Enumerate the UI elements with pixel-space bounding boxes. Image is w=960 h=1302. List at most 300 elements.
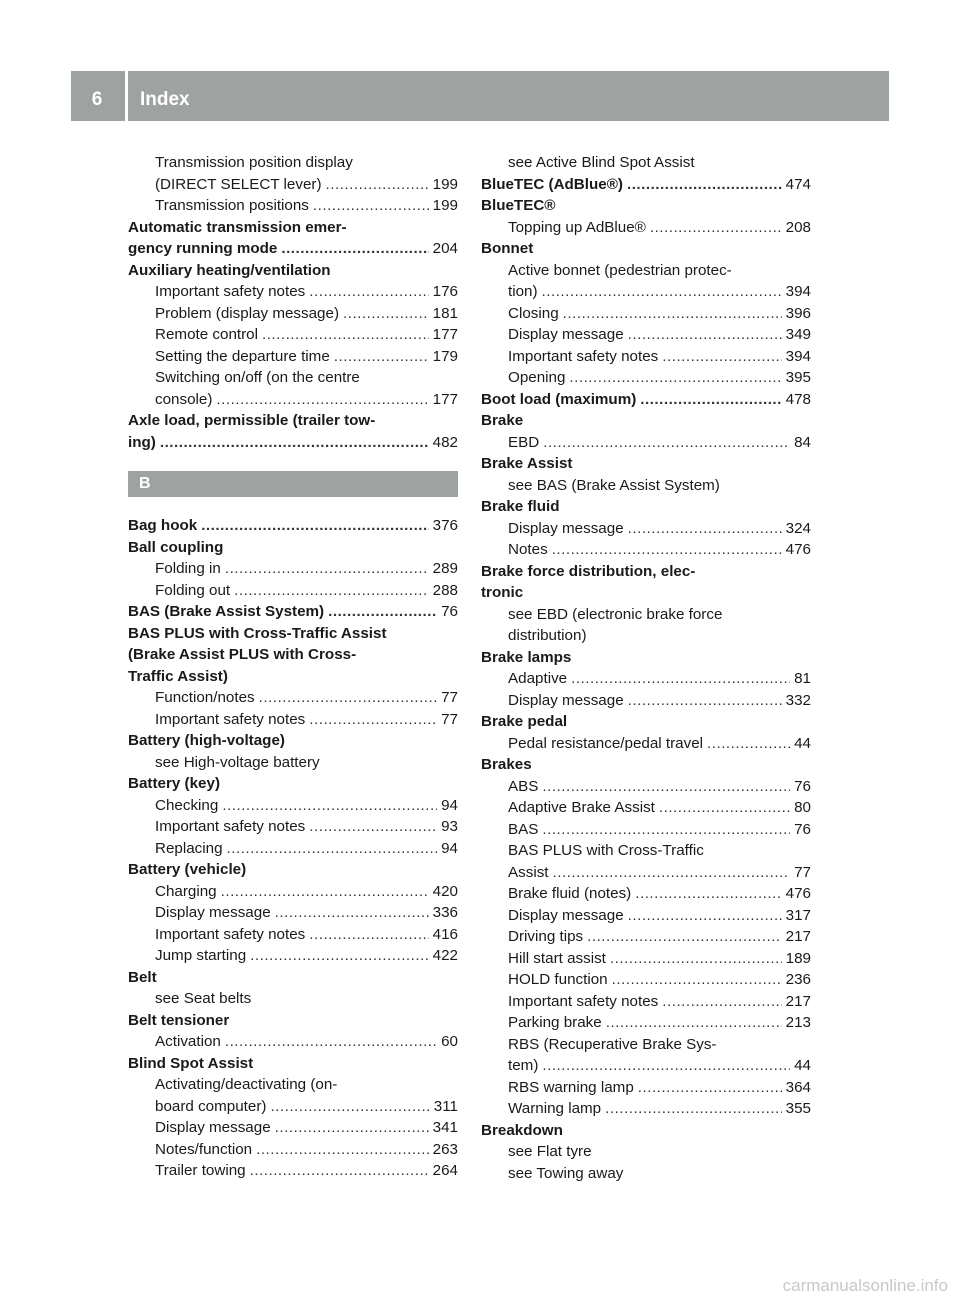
entry-text: Important safety notes bbox=[155, 710, 306, 728]
leader-dots bbox=[610, 948, 782, 970]
page-reference: 217 bbox=[785, 992, 811, 1010]
entry-text: Belt tensioner bbox=[128, 1011, 230, 1029]
page-reference: 76 bbox=[794, 820, 811, 838]
index-subentry bbox=[481, 1098, 811, 1120]
index-subentry bbox=[481, 1012, 811, 1034]
index-subentry bbox=[481, 539, 811, 561]
leader-dots bbox=[216, 389, 428, 411]
index-subentry bbox=[481, 1163, 811, 1185]
entry-text: RBS (Recuperative Brake Sys- bbox=[508, 1035, 717, 1053]
index-subentry bbox=[481, 883, 811, 905]
page-reference: 44 bbox=[794, 1057, 811, 1074]
entry-text: Automatic transmission emer- bbox=[128, 218, 347, 236]
leader-dots bbox=[309, 924, 428, 946]
index-subentry bbox=[128, 945, 458, 967]
index-subentry bbox=[128, 152, 458, 174]
entry-text: tion) bbox=[508, 283, 538, 300]
index-subentry bbox=[128, 752, 458, 774]
index-entry bbox=[128, 1010, 458, 1032]
page-reference: 317 bbox=[785, 906, 811, 924]
index-entry bbox=[128, 730, 458, 752]
entry-text: Setting the departure time bbox=[155, 347, 330, 365]
page-reference: 94 bbox=[441, 839, 458, 857]
entry-text: Trailer towing bbox=[155, 1162, 246, 1179]
entry-text: see BAS (Brake Assist System) bbox=[508, 476, 720, 494]
index-subentry bbox=[481, 152, 811, 174]
entry-text: EBD bbox=[508, 433, 540, 451]
page-reference: 176 bbox=[432, 283, 458, 300]
page-reference: 44 bbox=[794, 734, 811, 752]
leader-dots bbox=[659, 797, 790, 819]
page-header bbox=[71, 71, 889, 121]
page-reference: 60 bbox=[441, 1033, 458, 1050]
page-reference: 376 bbox=[432, 517, 458, 534]
index-subentry bbox=[481, 367, 811, 389]
entry-text: Important safety notes bbox=[155, 925, 306, 943]
index-entry bbox=[481, 238, 811, 260]
leader-dots bbox=[628, 690, 782, 712]
leader-dots bbox=[627, 174, 782, 196]
page-reference: 332 bbox=[785, 691, 811, 709]
index-subentry bbox=[128, 816, 458, 838]
leader-dots bbox=[222, 795, 437, 817]
entry-text: ABS bbox=[508, 777, 539, 795]
page-reference: 420 bbox=[432, 882, 458, 900]
leader-dots bbox=[543, 432, 790, 454]
index-subentry bbox=[481, 1034, 811, 1056]
index-subentry bbox=[481, 776, 811, 798]
entry-text: BAS (Brake Assist System) bbox=[128, 603, 325, 620]
section-letter-heading: B bbox=[128, 471, 458, 497]
leader-dots bbox=[662, 991, 781, 1013]
entry-text: Blind Spot Assist bbox=[128, 1054, 254, 1072]
index-subentry bbox=[128, 924, 458, 946]
page-reference: 289 bbox=[432, 560, 458, 577]
index-subentry bbox=[128, 195, 458, 217]
page-reference: 394 bbox=[785, 283, 811, 300]
leader-dots bbox=[662, 346, 781, 368]
index-entry bbox=[128, 217, 458, 239]
index-entry bbox=[481, 754, 811, 776]
index-entry bbox=[128, 666, 458, 688]
index-entry bbox=[481, 453, 811, 475]
page-reference: 236 bbox=[785, 971, 811, 988]
index-entry bbox=[481, 647, 811, 669]
entry-text: Axle load, permissible (trailer tow- bbox=[128, 412, 376, 429]
index-subentry bbox=[481, 281, 811, 303]
page-reference: 217 bbox=[785, 928, 811, 945]
leader-dots bbox=[569, 367, 781, 389]
index-subentry bbox=[481, 819, 811, 841]
index-subentry bbox=[481, 217, 811, 239]
leader-dots bbox=[553, 862, 791, 884]
entry-text: Switching on/off (on the centre bbox=[155, 369, 360, 386]
entry-text: Battery (high-voltage) bbox=[128, 732, 285, 749]
entry-text: Important safety notes bbox=[155, 283, 306, 300]
entry-text: Bonnet bbox=[481, 240, 534, 257]
index-entry bbox=[128, 238, 458, 260]
leader-dots bbox=[270, 1096, 429, 1118]
leader-dots bbox=[628, 518, 782, 540]
entry-text: Activating/deactivating (on- bbox=[155, 1076, 338, 1093]
entry-text: Pedal resistance/pedal travel bbox=[508, 734, 704, 752]
entry-text: Closing bbox=[508, 304, 559, 322]
leader-dots bbox=[250, 1160, 429, 1182]
page-reference: 349 bbox=[785, 326, 811, 343]
leader-dots bbox=[638, 1077, 782, 1099]
index-subentry bbox=[128, 795, 458, 817]
page-reference: 336 bbox=[432, 904, 458, 921]
leader-dots bbox=[328, 601, 437, 623]
entry-text: Display message bbox=[155, 904, 271, 921]
entry-text: Activation bbox=[155, 1033, 221, 1050]
page-reference: 416 bbox=[432, 925, 458, 943]
leader-dots bbox=[542, 1055, 790, 1077]
page-reference: 189 bbox=[785, 949, 811, 967]
index-entry bbox=[481, 582, 811, 604]
index-subentry bbox=[481, 475, 811, 497]
leader-dots bbox=[275, 1117, 429, 1139]
entry-text: Display message bbox=[508, 519, 624, 537]
entry-text: Hill start assist bbox=[508, 949, 606, 967]
leader-dots bbox=[259, 687, 437, 709]
entry-text: Jump starting bbox=[155, 947, 247, 964]
page-reference: 395 bbox=[785, 369, 811, 386]
entry-text: Brakes bbox=[481, 756, 532, 773]
index-subentry bbox=[128, 881, 458, 903]
leader-dots bbox=[234, 580, 429, 602]
index-entry bbox=[481, 195, 811, 217]
leader-dots bbox=[250, 945, 428, 967]
leader-dots bbox=[225, 558, 429, 580]
index-subentry bbox=[128, 281, 458, 303]
index-subentry bbox=[481, 840, 811, 862]
index-subentry bbox=[128, 174, 458, 196]
entry-text: Brake fluid (notes) bbox=[508, 885, 632, 902]
page-reference: 478 bbox=[785, 390, 811, 408]
index-subentry bbox=[481, 969, 811, 991]
leader-dots bbox=[221, 881, 429, 903]
index-column-left bbox=[128, 152, 458, 1182]
index-entry bbox=[481, 711, 811, 733]
page-reference: 213 bbox=[785, 1014, 811, 1031]
page-reference: 80 bbox=[794, 799, 811, 816]
entry-text: Parking brake bbox=[508, 1014, 602, 1031]
page-reference: 288 bbox=[432, 581, 458, 599]
entry-text: Transmission position display bbox=[155, 154, 353, 171]
entry-text: Transmission positions bbox=[155, 197, 309, 214]
entry-text: Assist bbox=[508, 863, 549, 881]
index-subentry bbox=[128, 988, 458, 1010]
index-subentry bbox=[481, 1141, 811, 1163]
index-subentry bbox=[128, 902, 458, 924]
entry-text: Breakdown bbox=[481, 1121, 563, 1139]
entry-text: BAS PLUS with Cross-Traffic bbox=[508, 842, 704, 859]
index-subentry bbox=[481, 1055, 811, 1077]
index-entry bbox=[481, 561, 811, 583]
index-subentry bbox=[128, 687, 458, 709]
leader-dots bbox=[262, 324, 429, 346]
index-subentry bbox=[481, 625, 811, 647]
index-subentry bbox=[481, 324, 811, 346]
index-subentry bbox=[128, 1096, 458, 1118]
leader-dots bbox=[309, 816, 437, 838]
page-reference: 199 bbox=[432, 197, 458, 214]
entry-text: tronic bbox=[481, 584, 524, 601]
entry-text: (DIRECT SELECT lever) bbox=[155, 175, 322, 193]
entry-text: Brake fluid bbox=[481, 498, 560, 515]
leader-dots bbox=[225, 1031, 437, 1053]
index-subentry bbox=[128, 558, 458, 580]
index-subentry bbox=[481, 346, 811, 368]
entry-text: Traffic Assist) bbox=[128, 667, 228, 685]
entry-text: see Towing away bbox=[508, 1164, 624, 1182]
leader-dots bbox=[605, 1098, 782, 1120]
index-subentry bbox=[481, 948, 811, 970]
entry-text: Folding in bbox=[155, 560, 221, 577]
index-subentry bbox=[128, 1031, 458, 1053]
entry-text: Problem (display message) bbox=[155, 304, 340, 322]
page-reference: 76 bbox=[794, 777, 811, 795]
entry-text: Notes/function bbox=[155, 1140, 253, 1158]
leader-dots bbox=[571, 668, 790, 690]
index-subentry bbox=[128, 303, 458, 325]
entry-text: Function/notes bbox=[155, 689, 255, 706]
index-subentry bbox=[481, 991, 811, 1013]
index-entry bbox=[128, 537, 458, 559]
index-subentry bbox=[481, 668, 811, 690]
entry-text: BAS PLUS with Cross-Traffic Assist bbox=[128, 624, 387, 642]
entry-text: Checking bbox=[155, 796, 219, 814]
entry-text: Adaptive bbox=[508, 670, 568, 687]
leader-dots bbox=[326, 174, 429, 196]
leader-dots bbox=[309, 709, 437, 731]
page-reference: 84 bbox=[794, 433, 811, 451]
page-reference: 81 bbox=[794, 670, 811, 687]
leader-dots bbox=[650, 217, 782, 239]
entry-text: ing) bbox=[128, 433, 156, 451]
index-subentry bbox=[481, 733, 811, 755]
entry-text: see Flat tyre bbox=[508, 1143, 592, 1160]
index-subentry bbox=[128, 367, 458, 389]
entry-text: Topping up AdBlue® bbox=[508, 218, 646, 236]
index-subentry bbox=[481, 1077, 811, 1099]
entry-text: RBS warning lamp bbox=[508, 1078, 634, 1096]
page-reference: 324 bbox=[785, 519, 811, 537]
page-reference: 177 bbox=[432, 326, 458, 343]
entry-text: Brake force distribution, elec- bbox=[481, 562, 696, 580]
entry-text: Remote control bbox=[155, 326, 258, 343]
entry-text: see Seat belts bbox=[155, 990, 252, 1007]
leader-dots bbox=[256, 1139, 429, 1161]
page-reference: 263 bbox=[432, 1140, 458, 1158]
leader-dots bbox=[343, 303, 429, 325]
page-reference: 181 bbox=[432, 304, 458, 322]
section-title: Index bbox=[140, 89, 190, 110]
entry-text: Charging bbox=[155, 882, 217, 900]
leader-dots bbox=[628, 905, 782, 927]
index-subentry bbox=[128, 389, 458, 411]
index-subentry bbox=[481, 926, 811, 948]
leader-dots bbox=[542, 819, 790, 841]
index-entry bbox=[481, 410, 811, 432]
index-subentry bbox=[481, 905, 811, 927]
leader-dots bbox=[542, 281, 782, 303]
leader-dots bbox=[275, 902, 429, 924]
leader-dots bbox=[281, 238, 428, 260]
entry-text: Notes bbox=[508, 541, 548, 558]
index-entry bbox=[481, 174, 811, 196]
page-reference: 396 bbox=[785, 304, 811, 322]
page-reference: 422 bbox=[432, 947, 458, 964]
entry-text: BlueTEC (AdBlue®) bbox=[481, 175, 623, 193]
page-reference: 476 bbox=[785, 541, 811, 558]
index-entry bbox=[128, 515, 458, 537]
entry-text: Brake bbox=[481, 412, 524, 429]
page-reference: 77 bbox=[794, 863, 811, 881]
entry-text: Auxiliary heating/ventilation bbox=[128, 261, 331, 279]
index-subentry bbox=[128, 1117, 458, 1139]
index-subentry bbox=[128, 1139, 458, 1161]
leader-dots bbox=[160, 432, 429, 454]
index-entry bbox=[128, 432, 458, 454]
entry-text: board computer) bbox=[155, 1097, 267, 1115]
page-reference: 204 bbox=[432, 240, 458, 257]
entry-text: BlueTEC® bbox=[481, 197, 556, 214]
index-entry bbox=[128, 410, 458, 432]
entry-text: BAS bbox=[508, 820, 539, 838]
entry-text: Boot load (maximum) bbox=[481, 390, 637, 408]
entry-text: Warning lamp bbox=[508, 1100, 602, 1117]
page-number: 6 bbox=[91, 89, 103, 110]
page-reference: 311 bbox=[433, 1097, 458, 1115]
entry-text: Important safety notes bbox=[508, 347, 659, 365]
index-subentry bbox=[128, 838, 458, 860]
index-column-right bbox=[481, 152, 811, 1184]
entry-text: Display message bbox=[508, 326, 624, 343]
index-subentry bbox=[481, 690, 811, 712]
page-reference: 476 bbox=[785, 885, 811, 902]
entry-text: Brake lamps bbox=[481, 648, 572, 666]
entry-text: tem) bbox=[508, 1057, 539, 1074]
index-entry bbox=[128, 644, 458, 666]
index-subentry bbox=[481, 604, 811, 626]
index-entry bbox=[128, 1053, 458, 1075]
page-reference: 355 bbox=[785, 1100, 811, 1117]
page-reference: 364 bbox=[785, 1078, 811, 1096]
entry-text: Adaptive Brake Assist bbox=[508, 799, 655, 816]
page-reference: 264 bbox=[432, 1162, 458, 1179]
leader-dots bbox=[334, 346, 429, 368]
leader-dots bbox=[606, 1012, 782, 1034]
index-subentry bbox=[481, 862, 811, 884]
index-subentry bbox=[481, 797, 811, 819]
entry-text: Battery (vehicle) bbox=[128, 861, 247, 878]
entry-text: Display message bbox=[508, 691, 624, 709]
entry-text: Belt bbox=[128, 968, 157, 986]
leader-dots bbox=[563, 303, 782, 325]
leader-dots bbox=[309, 281, 428, 303]
index-subentry bbox=[481, 303, 811, 325]
page-reference: 394 bbox=[785, 347, 811, 365]
entry-text: Important safety notes bbox=[155, 818, 306, 835]
page-reference: 76 bbox=[441, 603, 458, 620]
index-subentry bbox=[128, 324, 458, 346]
entry-text: see EBD (electronic brake force bbox=[508, 605, 723, 623]
index-entry bbox=[128, 260, 458, 282]
index-entry bbox=[481, 1120, 811, 1142]
index-subentry bbox=[128, 709, 458, 731]
entry-text: console) bbox=[155, 390, 213, 408]
index-subentry bbox=[128, 346, 458, 368]
leader-dots bbox=[313, 195, 429, 217]
entry-text: Important safety notes bbox=[508, 992, 659, 1010]
page-reference: 94 bbox=[441, 796, 458, 814]
index-subentry bbox=[128, 580, 458, 602]
page-reference: 341 bbox=[432, 1119, 458, 1136]
entry-text: Brake pedal bbox=[481, 713, 568, 730]
entry-text: see Active Blind Spot Assist bbox=[508, 154, 695, 171]
entry-text: Brake Assist bbox=[481, 455, 573, 472]
page-reference: 93 bbox=[441, 818, 458, 835]
page-reference: 474 bbox=[785, 175, 811, 193]
entry-text: see High-voltage battery bbox=[155, 753, 320, 771]
index-entry bbox=[128, 859, 458, 881]
entry-text: Ball coupling bbox=[128, 538, 224, 556]
index-entry bbox=[128, 967, 458, 989]
leader-dots bbox=[612, 969, 782, 991]
page-reference: 482 bbox=[432, 433, 458, 451]
entry-text: (Brake Assist PLUS with Cross- bbox=[128, 646, 357, 663]
leader-dots bbox=[201, 515, 428, 537]
leader-dots bbox=[640, 389, 781, 411]
index-subentry bbox=[481, 432, 811, 454]
index-subentry bbox=[128, 1074, 458, 1096]
leader-dots bbox=[227, 838, 438, 860]
entry-text: Active bonnet (pedestrian protec- bbox=[508, 261, 732, 279]
index-subentry bbox=[481, 260, 811, 282]
entry-text: HOLD function bbox=[508, 971, 608, 988]
leader-dots bbox=[707, 733, 790, 755]
entry-text: Folding out bbox=[155, 581, 231, 599]
entry-text: Driving tips bbox=[508, 928, 584, 945]
page-reference: 77 bbox=[441, 689, 458, 706]
page-reference: 179 bbox=[432, 347, 458, 365]
entry-text: Display message bbox=[508, 906, 624, 924]
leader-dots bbox=[587, 926, 782, 948]
entry-text: Replacing bbox=[155, 839, 223, 857]
index-subentry bbox=[481, 518, 811, 540]
leader-dots bbox=[542, 776, 790, 798]
index-subentry bbox=[128, 1160, 458, 1182]
page-reference: 208 bbox=[785, 218, 811, 236]
leader-dots bbox=[628, 324, 782, 346]
index-entry bbox=[128, 773, 458, 795]
watermark: carmanualsonline.info bbox=[782, 1276, 948, 1295]
index-entry bbox=[128, 623, 458, 645]
page-reference: 199 bbox=[432, 175, 458, 193]
entry-text: Bag hook bbox=[128, 517, 198, 534]
page-reference: 77 bbox=[441, 710, 458, 728]
entry-text: Opening bbox=[508, 369, 566, 386]
leader-dots bbox=[635, 883, 781, 905]
index-entry bbox=[481, 496, 811, 518]
index-entry bbox=[128, 601, 458, 623]
entry-text: Display message bbox=[155, 1119, 271, 1136]
header-divider bbox=[125, 71, 128, 121]
entry-text: distribution) bbox=[508, 627, 587, 644]
index-entry bbox=[481, 389, 811, 411]
